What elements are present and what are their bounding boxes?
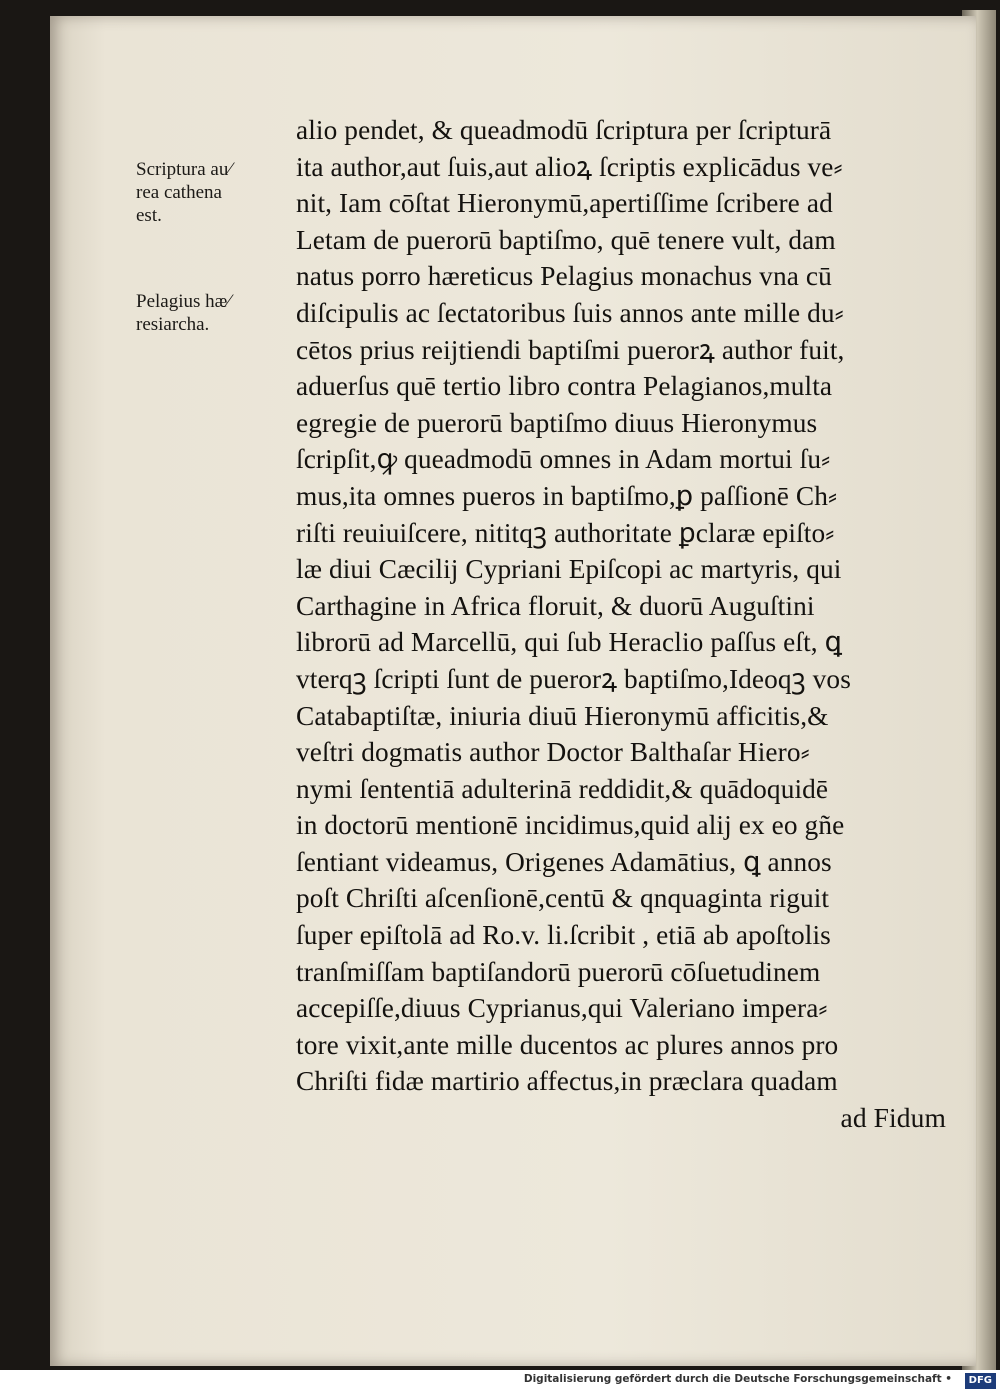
text-line: mus,ita omnes pueros in baptiſmo,ꝑ paſſionē Ch⸗ xyxy=(296,479,838,511)
margin-note-line: resiarcha. xyxy=(136,314,210,335)
margin-note-line: est. xyxy=(136,205,162,226)
text-line: aduerſus quē tertio libro contra Pelagianos,multa xyxy=(296,370,833,402)
margin-note-line: Pelagius hæ⁄ xyxy=(136,291,231,312)
text-line: diſcipulis ac ſectatoribus ſuis annos ante mille du⸗ xyxy=(296,296,844,328)
text-line: riſti reuiuiſcere, nititqꝫ authoritate ꝑclaræ epiſto⸗ xyxy=(296,516,835,548)
text-line: tore vixit,ante mille ducentos ac plures annos pro xyxy=(296,1028,839,1060)
text-line: Carthagine in Africa floruit, & duorū Auguſtini xyxy=(296,589,815,621)
body-text xyxy=(296,112,946,1137)
text-line: Letam de puerorū baptiſmo, quē tenere vult, dam xyxy=(296,223,836,255)
text-line: tranſmiſſam baptiſandorū puerorū cōſuetudinem xyxy=(296,955,821,987)
text-line: nit, Iam cōſtat Hieronymū,apertiſſime ſcribere ad xyxy=(296,187,833,219)
footer-bar xyxy=(0,1370,1000,1392)
funding-notice: Digitalisierung gefördert durch die Deutsche Forschungsgemeinschaft • xyxy=(523,1373,952,1385)
text-line: Chriſti fidæ martirio affectus,in præclara quadam xyxy=(296,1065,838,1097)
text-line: vterqꝫ ſcripti ſunt de puerorꝝ baptiſmo,Ideoqꝫ vos xyxy=(296,662,851,694)
margin-note-pelagius xyxy=(136,290,266,336)
text-line: natus porro hæreticus Pelagius monachus vna cū xyxy=(296,260,832,292)
text-line: librorū ad Marcellū, qui ſub Heraclio paſſus eſt, ꝗ xyxy=(296,626,843,658)
text-line: Catabaptiſtæ, iniuria diuū Hieronymū afficitis,& xyxy=(296,699,829,731)
text-line: ita author,aut ſuis,aut alioꝝ ſcriptis explicādus ve⸗ xyxy=(296,150,843,182)
text-line: poſt Chriſti aſcenſionē,centū & qnquaginta riguit xyxy=(296,882,830,914)
catchword: ad Fidum xyxy=(840,1102,946,1134)
margin-note-line: rea cathena xyxy=(136,182,222,203)
margin-note-line: Scriptura au⁄ xyxy=(136,159,232,180)
text-line: ſuper epiſtolā ad Ro.v. li.ſcribit , etiā ab apoſtolis xyxy=(296,919,831,951)
text-line: ſcripſit,ꝙ queadmodū omnes in Adam mortui ſu⸗ xyxy=(296,443,831,475)
text-line: ſentiant videamus, Origenes Adamātius, ꝗ annos xyxy=(296,845,832,877)
text-line: nymi ſententiā adulterinā reddidit,& quādoquidē xyxy=(296,772,829,804)
text-line: læ diui Cæcilij Cypriani Epiſcopi ac martyris, qui xyxy=(296,553,842,585)
dfg-logo: DFG xyxy=(965,1373,996,1389)
text-line: cētos prius reijtiendi baptiſmi puerorꝝ author fuit, xyxy=(296,333,845,365)
text-line: alio pendet, & queadmodū ſcriptura per ſcripturā xyxy=(296,114,832,145)
margin-note-scriptura xyxy=(136,158,266,227)
text-line: accepiſſe,diuus Cyprianus,qui Valeriano impera⸗ xyxy=(296,992,828,1024)
text-line: in doctorū mentionē incidimus,quid alij ex eo gñe xyxy=(296,809,845,841)
text-line: veſtri dogmatis author Doctor Balthaſar Hiero⸗ xyxy=(296,736,810,768)
text-line: egregie de puerorū baptiſmo diuus Hieronymus xyxy=(296,406,818,438)
